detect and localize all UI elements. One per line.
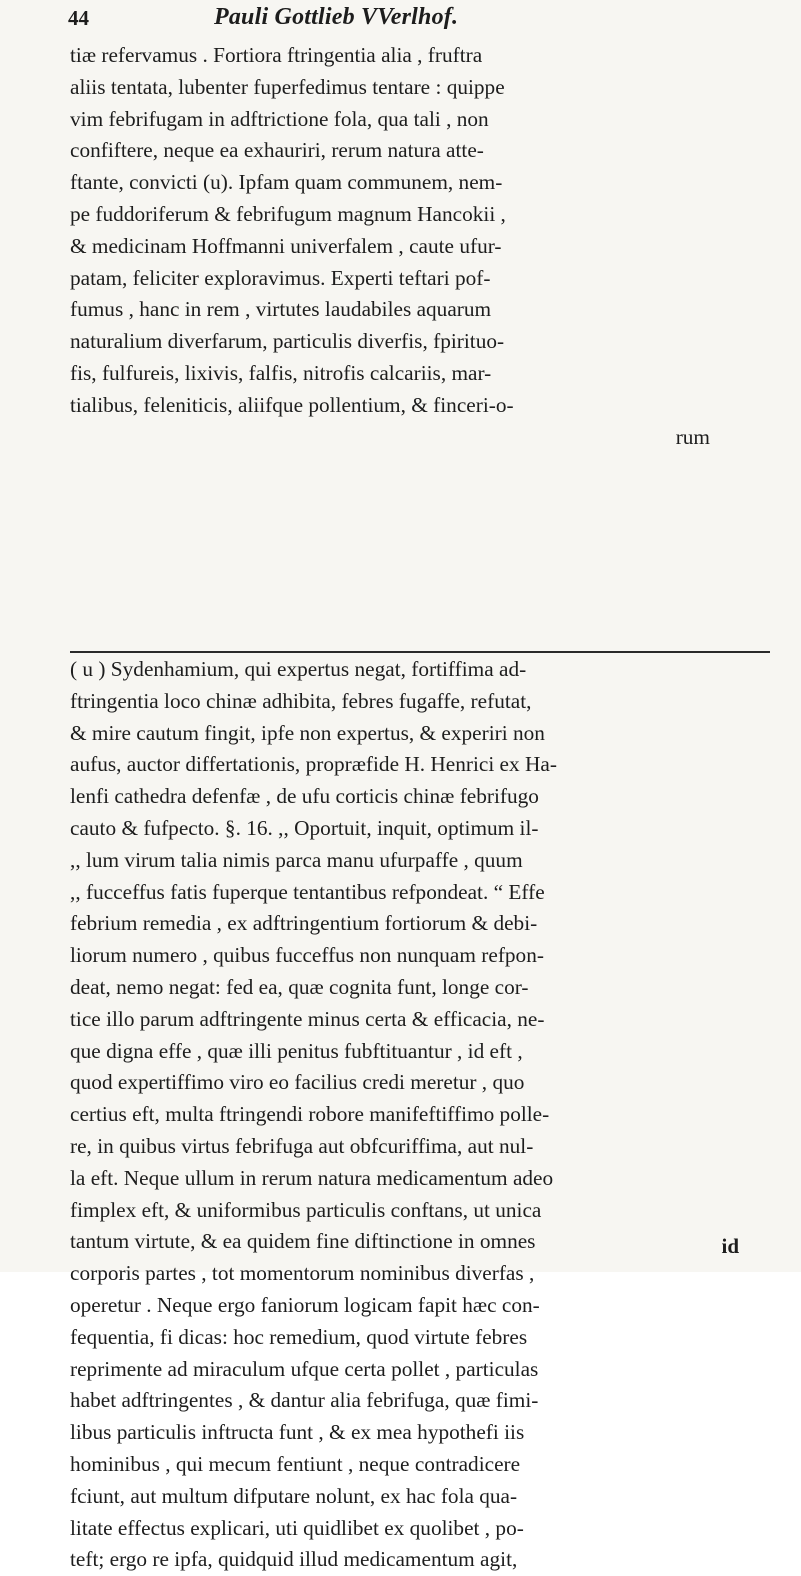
running-head: Pauli Gottlieb VVerlhof. [214, 4, 459, 30]
text-line: aliis tentata, lubenter fuperfedimus tentare : quippe [70, 74, 505, 99]
footnote-line: certius eft, multa ftringendi robore manifeftiffimo polle- [70, 1102, 550, 1127]
text-line: vim febrifugam in adftrictione fola, qua tali , non [70, 106, 489, 131]
footnote-line: ,, fucceffus fatis fuperque tentantibus refpondeat. “ Effe [70, 879, 545, 904]
footnote-line: cauto & fufpecto. §. 16. ,, Oportuit, inquit, optimum il- [70, 815, 539, 840]
text-line: tiæ refervamus . Fortiora ftringentia alia , fruftra [70, 43, 483, 67]
footnote-line: aufus, auctor differtationis, propræfide H. Henrici ex Ha- [70, 752, 557, 777]
page-number: 44 [68, 6, 89, 30]
text-line: pe fuddoriferum & febrifugum magnum Hancokii , [70, 201, 506, 226]
text-line-last-word: rum [675, 424, 710, 449]
text-line: naturalium diverfarum, particulis diverfis, fpirituo- [70, 329, 505, 354]
footnote-line: litate effectus explicari, uti quidlibet ex quolibet , po- [70, 1515, 524, 1540]
footnote-line: libus particulis inftructa funt , & ex mea hypothefi iis [70, 1420, 525, 1445]
main-text [70, 40, 770, 453]
footnote-separator [70, 651, 770, 653]
footnote-line: quod expertiffimo viro eo facilius credi meretur , quo [70, 1070, 525, 1095]
footnote-line: la eft. Neque ullum in rerum natura medicamentum adeo [70, 1165, 554, 1190]
footnote-line: fimplex eft, & uniformibus particulis conftans, ut unica [70, 1197, 542, 1222]
page-header [68, 4, 761, 40]
text-line: patam, feliciter exploravimus. Experti teftari pof- [70, 265, 491, 290]
text-line: ftante, convicti (u). Ipfam quam communem, nem- [70, 170, 503, 195]
text-line: fumus , hanc in rem , virtutes laudabiles aquarum [70, 297, 492, 322]
footnote-line: que digna effe , quæ illi penitus fubftituantur , id eft , [70, 1038, 523, 1063]
footnote-line: febrium remedia , ex adftringentium fortiorum & debi- [70, 911, 538, 936]
footnote-line: teft; ergo re ipfa, quidquid illud medicamentum agit, [70, 1547, 518, 1572]
footnote-line: liorum numero , quibus fucceffus non nunquam refpon- [70, 943, 544, 968]
footnote-line: hominibus , qui mecum fentiunt , neque contradicere [70, 1451, 521, 1476]
footnote-line: & mire cautum fingit, ipfe non expertus, & experiri non [70, 720, 545, 745]
text-line: tialibus, feleniticis, aliifque pollentium, & finceri-o- [70, 392, 514, 417]
text-line: & medicinam Hoffmanni univerfalem , caute ufur- [70, 233, 502, 258]
footnote-line: fciunt, aut multum difputare nolunt, ex hac fola qua- [70, 1483, 518, 1508]
footnote-line: ( u ) Sydenhamium, qui expertus negat, fortiffima ad- [70, 657, 527, 681]
footnote-line: tantum virtute, & ea quidem fine diftinctione in omnes [70, 1229, 536, 1254]
footnote [70, 654, 770, 1576]
footnote-line: lenfi cathedra defenfæ , de ufu corticis chinæ febrifugo [70, 784, 539, 809]
footnote-line: deat, nemo negat: fed ea, quæ cognita funt, longe cor- [70, 974, 529, 999]
text-line: confiftere, neque ea exhauriri, rerum natura atte- [70, 138, 484, 163]
text-line: fis, fulfureis, lixivis, falfis, nitrofis calcariis, mar- [70, 360, 492, 385]
footnote-line: fequentia, fi dicas: hoc remedium, quod virtute febres [70, 1324, 528, 1349]
footnote-line: reprimente ad miraculum ufque certa pollet , particulas [70, 1356, 539, 1381]
footnote-line: tice illo parum adftringente minus certa & efficacia, ne- [70, 1006, 545, 1031]
footnote-line: corporis partes , tot momentorum nominibus diverfas , [70, 1261, 535, 1286]
footnote-line: ,, lum virum talia nimis parca manu ufurpaffe , quum [70, 847, 523, 872]
footnote-line: ftringentia loco chinæ adhibita, febres fugaffe, refutat, [70, 688, 532, 713]
footnote-line: re, in quibus virtus febrifuga aut obfcuriffima, aut nul- [70, 1133, 534, 1158]
footnote-line: operetur . Neque ergo faniorum logicam fapit hæc con- [70, 1292, 540, 1317]
catchword: id [721, 1234, 739, 1258]
footnote-line: habet adftringentes , & dantur alia febrifuga, quæ fimi- [70, 1388, 539, 1413]
